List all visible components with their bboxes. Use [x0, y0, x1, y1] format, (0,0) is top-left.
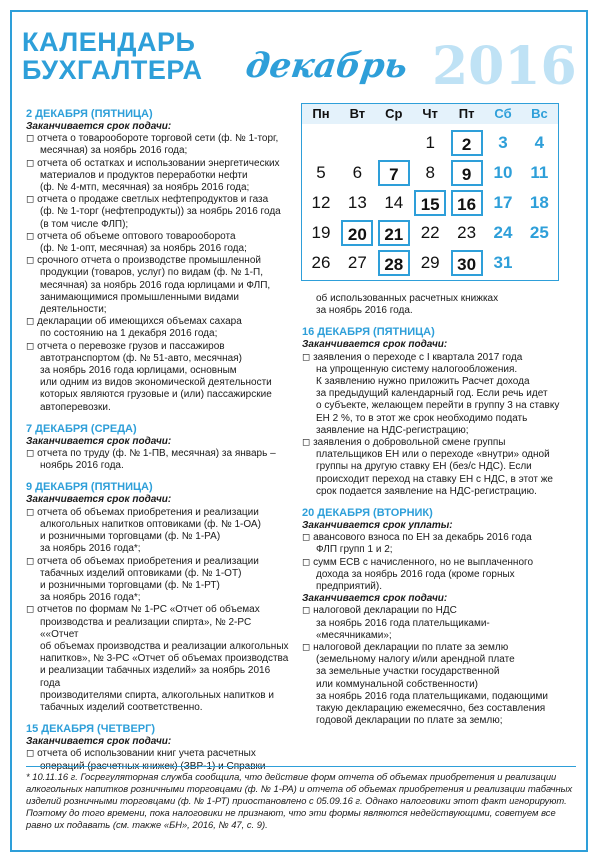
- text-line: за ноябрь 2016 года плательщиками, подающими: [316, 690, 548, 702]
- calendar-day: 2: [451, 130, 483, 156]
- left-column: [26, 108, 292, 773]
- text-line: ◻ налоговой декларации по плате за землю: [302, 642, 509, 654]
- text-line: продукции (товаров, услуг) по видам (ф. № 1-П,: [40, 267, 263, 279]
- text-line: занимающимися промышленными видами: [40, 291, 239, 303]
- text-line: за земельные участки государственной: [316, 666, 500, 678]
- text-line: ФЛП групп 1 и 2;: [316, 544, 393, 556]
- text-line: производства и реализации спирта», № 2-РС ««Отчет: [40, 616, 252, 640]
- text-line: ◻ отчета об объеме оптового товарооборота: [26, 230, 236, 242]
- section-subheading: Заканчивается срок подачи:: [302, 593, 448, 605]
- weekday-label: Вт: [349, 106, 366, 121]
- calendar-day: 28: [378, 250, 410, 276]
- year-label: 2016: [432, 36, 577, 97]
- calendar-day: 19: [311, 223, 331, 242]
- section-list: [302, 293, 572, 317]
- text-line: ◻ авансового взноса по ЕН за декабрь 2016 года: [302, 532, 532, 544]
- section-list: [26, 507, 292, 714]
- text-line: ◻ отчета о перевозке грузов и пассажиров: [26, 340, 225, 352]
- calendar-day: 12: [311, 193, 331, 212]
- text-line: К заявлению нужно приложить Расчет дохода: [316, 376, 530, 388]
- text-line: по состоянию на 1 декабря 2016 года;: [40, 328, 218, 340]
- text-line: которых являются грузовые и (или) пассажирские: [40, 389, 272, 401]
- calendar-grid: [301, 103, 559, 281]
- text-line: за ноябрь 2016 года*;: [40, 543, 141, 555]
- weekday-label: Чт: [422, 106, 438, 121]
- text-line: (ф. № 1-торг (нефтепродукты)) за ноябрь 2016 года: [40, 206, 281, 218]
- calendar-day: 17: [493, 193, 513, 212]
- text-line: (земельному налогу и/или арендной плате: [316, 654, 515, 666]
- text-line: ◻ отчета об остатках и использовании энергетических: [26, 157, 280, 169]
- text-line: на упрощенную систему налогообложения.: [316, 363, 518, 375]
- section-heading: 7 ДЕКАБРЯ (СРЕДА): [26, 422, 137, 435]
- title-line-1: КАЛЕНДАРЬ: [22, 27, 196, 57]
- footnote: * 10.11.16 г. Госрегуляторная служба сообщила, что действие форм отчета об объемах приобретения и реализации алкогольных напитков розничными торговцами (ф. № 1-РА) и отчета об объемах приобретения и реализации табачных изделий розничными торговцами (ф. № 1-РТ) приостановлено с 05.09.16 г. Однако налоговики этот факт игнорируют. Поэтому до того времени, пока налоговики не признают, что эти формы являются недействующими, советуем все равно их подавать (см. также «БН», 2016, № 47, с. 9).: [26, 766, 576, 831]
- text-line: плательщиков ЕН или о переходе «внутри» одной: [316, 449, 550, 461]
- text-line: операций (расчетных книжек) (ЗВР-1) и Справки: [40, 760, 266, 772]
- calendar-day: 18: [529, 193, 549, 212]
- calendar-day: 10: [493, 163, 513, 182]
- calendar-day: 25: [529, 223, 549, 242]
- text-line: деятельности;: [40, 304, 107, 316]
- text-line: за ноябрь 2016 года юрлицами, основным: [40, 365, 237, 377]
- section-subheading: Заканчивается срок подачи:: [26, 494, 172, 506]
- weekday-label: Пт: [458, 106, 475, 121]
- text-line: ◻ отчета по труду (ф. № 1-ПВ, месячная) за январь –: [26, 448, 276, 460]
- text-line: об объемах производства и реализации алкогольных: [40, 640, 289, 652]
- text-line: ◻ декларации об имеющихся объемах сахара: [26, 316, 242, 328]
- text-line: ноябрь 2016 года.: [40, 460, 124, 472]
- text-line: или коммунальной собственности): [316, 678, 479, 690]
- text-line: ЕН 2 %, то в этот же срок необходимо подать: [316, 412, 528, 424]
- text-line: (в том числе ФЛП);: [40, 218, 129, 230]
- text-line: ◻ заявления о добровольной смене группы: [302, 437, 506, 449]
- text-line: напитков», № 3-РС «Отчет об объемах производства: [40, 653, 289, 665]
- text-line: ◻ срочного отчета о производстве промышленной: [26, 255, 261, 267]
- calendar-day: 31: [493, 253, 513, 272]
- text-line: месячная) за ноябрь 2016 года;: [40, 145, 188, 157]
- text-line: о субъекте, желающем перейти в группу 3 на ставку: [316, 400, 560, 412]
- text-line: производителями спирта, алкогольных напитков и: [40, 689, 274, 701]
- text-line: такую декларацию ежемесячно, без составления: [316, 703, 546, 715]
- text-line: ◻ отчета об объемах приобретения и реализации: [26, 506, 259, 518]
- section-subheading: Заканчивается срок подачи:: [26, 435, 172, 447]
- weekday-label: Пн: [312, 106, 330, 121]
- text-line: об использованных расчетных книжках: [316, 293, 499, 304]
- calendar-day: 9: [451, 160, 483, 186]
- calendar-day: 21: [378, 220, 410, 246]
- calendar-day: 16: [451, 190, 483, 216]
- text-line: «месячниками»;: [316, 629, 392, 641]
- text-line: и розничными торговцами (ф. № 1-РА): [40, 531, 221, 543]
- text-line: заявление на НДС-регистрацию;: [316, 424, 469, 436]
- text-line: (ф. № 1-опт, месячная) за ноябрь 2016 года;: [40, 243, 247, 255]
- text-line: ◻ заявления о переходе с I квартала 2017 года: [302, 351, 523, 363]
- page-title: [22, 28, 203, 84]
- section-list: [302, 352, 572, 498]
- text-line: ◻ отчетов по формам № 1-РС «Отчет об объемах: [26, 604, 260, 616]
- section-list: [26, 448, 292, 472]
- text-line: за ноябрь 2016 года*;: [40, 592, 141, 604]
- text-line: срок подается заявление на НДС-регистрацию.: [316, 485, 537, 497]
- calendar-day: 8: [425, 163, 435, 182]
- text-line: группы на другую ставку ЕН (без/с НДС). Если: [316, 461, 532, 473]
- text-line: месячная) за ноябрь 2016 года юрлицами и ФЛП,: [40, 279, 271, 291]
- text-line: табачных изделий оптовиками (ф. № 1-ОТ): [40, 567, 242, 579]
- calendar-day: 7: [378, 160, 410, 186]
- right-column: [302, 293, 572, 728]
- text-line: материалов и продуктов переработки нефти: [40, 169, 248, 181]
- calendar-day: 20: [341, 220, 373, 246]
- weekday-label: Ср: [385, 106, 403, 121]
- calendar-day: 4: [534, 133, 545, 152]
- text-line: ◻ отчета о продаже светлых нефтепродуктов и газа: [26, 194, 269, 206]
- calendar-day: 11: [530, 163, 549, 182]
- text-line: автотранспортом (ф. № 51-авто, месячная): [40, 352, 242, 364]
- calendar-day: 27: [347, 253, 367, 272]
- calendar-day: 6: [352, 163, 363, 182]
- text-line: табачных изделий соответственно.: [40, 701, 203, 713]
- text-line: автоперевозки.: [40, 401, 111, 413]
- text-line: ◻ налоговой декларации по НДС: [302, 605, 457, 617]
- text-line: ◻ сумм ЕСВ с начисленного, но не выплаченного: [302, 556, 534, 568]
- text-line: за ноябрь 2016 года плательщиками-: [316, 617, 490, 629]
- section-heading: 9 ДЕКАБРЯ (ПЯТНИЦА): [26, 481, 153, 494]
- text-line: за ноябрь 2016 года.: [316, 305, 413, 317]
- section-list: [302, 532, 572, 593]
- section-heading: 2 ДЕКАБРЯ (ПЯТНИЦА): [26, 108, 153, 120]
- calendar-day: 29: [420, 253, 440, 272]
- section-list: [26, 133, 292, 414]
- text-line: за предыдущий календарный год. Если речь идет: [316, 388, 548, 400]
- text-line: ◻ отчета об использовании книг учета расчетных: [26, 748, 256, 760]
- section-list: [302, 605, 572, 727]
- calendar-day: 5: [316, 163, 326, 182]
- text-line: годовой декларации по плате за землю;: [316, 715, 503, 727]
- text-line: дохода за ноябрь 2016 года (кроме горных: [316, 568, 515, 580]
- calendar-day: 30: [451, 250, 483, 276]
- text-line: предприятий).: [316, 581, 382, 593]
- weekday-label: Сб: [494, 106, 512, 121]
- section-heading: 20 ДЕКАБРЯ (ВТОРНИК): [302, 507, 433, 520]
- calendar-day: 24: [493, 223, 513, 242]
- section-subheading: Заканчивается срок подачи:: [26, 736, 172, 748]
- calendar-day: 13: [347, 193, 367, 212]
- calendar-day: 1: [425, 133, 435, 152]
- text-line: и розничными торговцами (ф. № 1-РТ): [40, 579, 220, 591]
- text-line: и реализации табачных изделий» за ноябрь 2016 года: [40, 665, 271, 689]
- text-line: ◻ отчета о товарообороте торговой сети (ф. № 1-торг,: [26, 133, 279, 145]
- section-heading: 15 ДЕКАБРЯ (ЧЕТВЕРГ): [26, 723, 156, 736]
- section-heading: 16 ДЕКАБРЯ (ПЯТНИЦА): [302, 326, 435, 339]
- text-line: ◻ отчета об объемах приобретения и реализации: [26, 555, 259, 567]
- section-subheading: Заканчивается срок подачи:: [302, 339, 448, 351]
- calendar-day: 15: [414, 190, 446, 216]
- text-line: алкогольных напитков оптовиками (ф. № 1-ОА): [40, 518, 261, 530]
- calendar-header: [302, 104, 558, 124]
- calendar-day: 23: [457, 223, 477, 242]
- title-line-2: БУХГАЛТЕРА: [22, 55, 203, 85]
- text-line: происходит переход на ставку ЕН с НДС, в этот же: [316, 473, 553, 485]
- calendar-day: 14: [384, 193, 404, 212]
- weekday-label: Вс: [531, 106, 548, 121]
- calendar-day: 26: [311, 253, 331, 272]
- section-subheading: Заканчивается срок подачи:: [26, 121, 172, 132]
- calendar-day: 22: [420, 223, 440, 242]
- text-line: или одним из видов экономической деятельности: [40, 377, 272, 389]
- calendar-day: 3: [498, 133, 508, 152]
- text-line: (ф. № 4-мтп, месячная) за ноябрь 2016 года;: [40, 182, 250, 194]
- month-label: декабрь: [243, 46, 410, 86]
- section-subheading: Заканчивается срок уплаты:: [302, 520, 453, 532]
